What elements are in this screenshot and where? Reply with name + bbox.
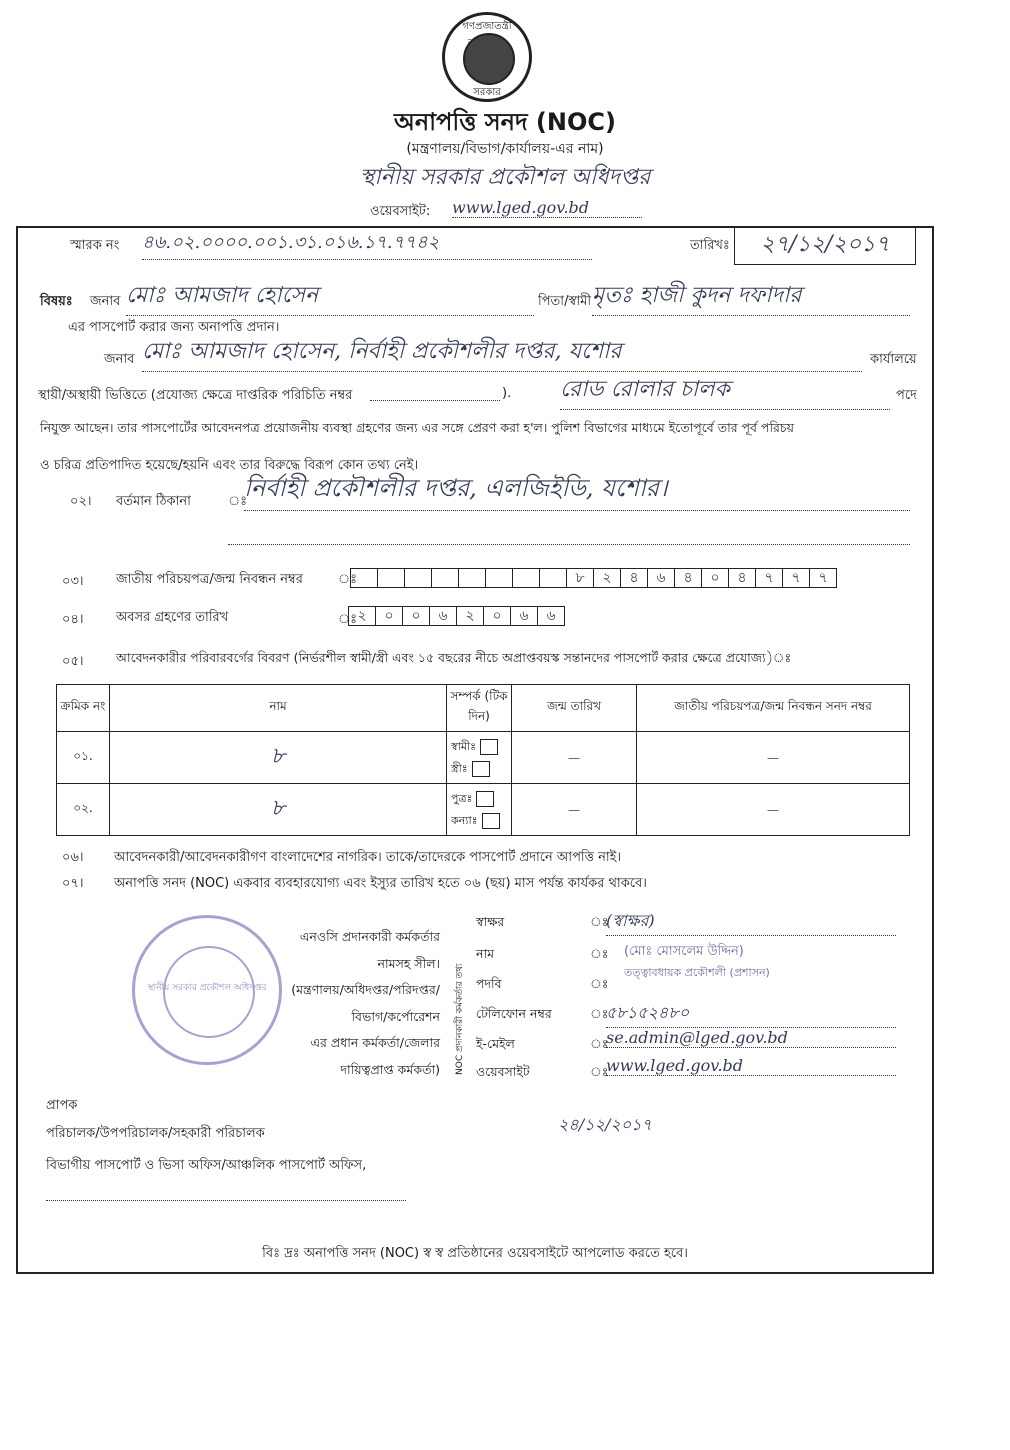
subject-janab: জনাব	[90, 294, 121, 309]
nid-number-boxes	[350, 568, 836, 588]
document-title: অনাপত্তি সনদ (NOC)	[394, 108, 616, 136]
body-janab: জনাব	[104, 352, 135, 367]
relation-daughter-label: কন্যাঃ	[451, 813, 478, 827]
nid-digit-box	[485, 568, 513, 588]
issuer-vertical-label: NOC প্রদানকারী কর্মকর্তার তথ্য	[455, 963, 465, 1075]
item03-label: জাতীয় পরিচয়পত্র/জন্ম নিবন্ধন নম্বর	[116, 572, 303, 587]
body-line2-prefix: স্থায়ী/অস্থায়ী ভিত্তিতে (প্রযোজ্য ক্ষেত্রে দাপ্তরিক পরিচিতি নম্বর	[38, 388, 353, 403]
website-field-colon: ঃ	[590, 1064, 609, 1079]
item04-label: অবসর গ্রহণের তারিখ	[116, 610, 229, 625]
recipient-line1: পরিচালক/উপপরিচালক/সহকারী পরিচালক	[46, 1126, 265, 1141]
phone-colon: ঃ	[590, 1006, 609, 1021]
retirement-digit-box: ০	[402, 606, 430, 626]
recipient-label: প্রাপক	[46, 1098, 78, 1113]
retirement-digit-box: ০	[375, 606, 403, 626]
row-nid: —	[637, 784, 910, 836]
issuer-line: নামসহ সীল।	[377, 955, 440, 971]
memo-number: ৪৬.০২.০০০০.০০১.৩১.০১৬.১৭.৭৭৪২	[142, 228, 592, 260]
government-seal	[442, 12, 532, 102]
nid-digit-box: ৭	[809, 568, 837, 588]
issuer-line: দায়িত্বপ্রাপ্ত কর্মকর্তা)	[340, 1061, 440, 1077]
memo-label: স্মারক নং	[70, 238, 120, 253]
item05-no: ০৫।	[62, 654, 84, 669]
signature-label: স্বাক্ষর	[476, 914, 505, 929]
row-relation	[447, 784, 512, 836]
nid-digit-box: ৮	[566, 568, 594, 588]
nid-digit-box	[431, 568, 459, 588]
officer-designation: তত্ত্বাবধায়ক প্রকৌশলী (প্রশাসন)	[624, 966, 770, 979]
relation-husband-label: স্বামীঃ	[451, 739, 477, 753]
subject-label: বিষয়ঃ	[40, 294, 73, 309]
body-line4: ও চরিত্র প্রতিপাদিত হয়েছে/হয়নি এবং তার বিরুদ্ধে বিরূপ কোন তথ্য নেই।	[40, 458, 419, 473]
nid-digit-box: ৭	[755, 568, 783, 588]
official-id-blank	[370, 396, 500, 401]
phone-label: টেলিফোন নম্বর	[476, 1006, 552, 1021]
nid-digit-box: ০	[701, 568, 729, 588]
nid-digit-box	[539, 568, 567, 588]
email-colon: ঃ	[590, 1036, 609, 1051]
officer-phone: ৫৮১৫২৪৮০	[606, 1000, 896, 1028]
nid-digit-box	[377, 568, 405, 588]
nid-digit-box	[458, 568, 486, 588]
address-blank-line	[228, 540, 910, 545]
office-suffix: কার্যালয়ে	[870, 352, 917, 367]
signature-colon: ঃ	[590, 914, 609, 929]
row-dob: —	[512, 784, 637, 836]
applicant-office: মোঃ আমজাদ হোসেন, নির্বাহী প্রকৌশলীর দপ্তর, যশোর	[142, 334, 862, 372]
col-dob: জন্ম তারিখ	[512, 685, 637, 732]
seal-bottom-text: সরকার	[473, 87, 501, 98]
present-address: নির্বাহী প্রকৌশলীর দপ্তর, এলজিইডি, যশোর।	[244, 470, 910, 511]
post-value: রোড রোলার চালক	[560, 372, 890, 410]
website-field-label: ওয়েবসাইট	[476, 1064, 530, 1079]
emblem-icon	[463, 33, 515, 85]
row-name: ৮	[110, 784, 447, 836]
item03-no: ০৩।	[62, 574, 84, 589]
relation-son-label: পুত্রঃ	[451, 791, 473, 805]
relation-wife-label: স্ত্রীঃ	[451, 761, 468, 775]
father-name: মৃতঃ হাজী কুদন দফাদার	[592, 278, 910, 316]
email-label: ই-মেইল	[476, 1036, 515, 1051]
seal-top-text: গণপ্রজাতন্ত্রী	[462, 21, 512, 32]
nid-digit-box	[350, 568, 378, 588]
item02-no: ০২।	[70, 494, 92, 509]
wife-checkbox[interactable]	[472, 761, 490, 777]
row-nid: —	[637, 732, 910, 784]
recipient-line2: বিভাগীয় পাসপোর্ট ও ভিসা অফিস/আঞ্চলিক পাসপোর্ট অফিস,	[46, 1158, 367, 1173]
website-label: ওয়েবসাইট:	[370, 204, 431, 219]
website-value: www.lged.gov.bd	[452, 198, 642, 218]
item02-label: বর্তমান ঠিকানা	[116, 494, 191, 509]
son-checkbox[interactable]	[476, 791, 494, 807]
issue-date: ২৭/১২/২০১৭	[734, 226, 916, 265]
issuer-line: বিভাগ/কর্পোরেশন	[351, 1008, 440, 1024]
retirement-digit-box: ০	[483, 606, 511, 626]
row-relation	[447, 732, 512, 784]
retirement-digit-box: ৬	[537, 606, 565, 626]
row-serial: ০১.	[57, 732, 110, 784]
issuer-line: (মন্ত্রণালয়/অধিদপ্তর/পরিদপ্তর/	[291, 982, 440, 997]
table-row	[57, 732, 910, 784]
item06-no: ০৬।	[62, 850, 84, 865]
nid-digit-box	[404, 568, 432, 588]
item03-colon: ঃ	[338, 572, 358, 587]
col-name: নাম	[110, 685, 447, 732]
nid-digit-box	[512, 568, 540, 588]
nid-digit-box: ৭	[782, 568, 810, 588]
nid-digit-box: ৪	[620, 568, 648, 588]
col-relation: সম্পর্ক (টিক দিন)	[447, 685, 512, 732]
row-dob: —	[512, 732, 637, 784]
col-serial: ক্রমিক নং	[57, 685, 110, 732]
daughter-checkbox[interactable]	[482, 813, 500, 829]
signature-value: (স্বাক্ষর)	[606, 908, 896, 936]
initial-date: ২৪/১২/২০১৭	[558, 1115, 652, 1134]
recipient-blank-line	[46, 1196, 406, 1201]
retirement-digit-box: ২	[348, 606, 376, 626]
subject-line2: এর পাসপোর্ট করার জন্য অনাপত্তি প্রদান।	[68, 320, 280, 335]
item04-colon: ঃ	[338, 612, 358, 627]
body-line3: নিযুক্ত আছেন। তার পাসপোর্টের আবেদনপত্র প্রয়োজনীয় ব্যবস্থা গ্রহণের জন্য এর সঙ্গে প্রেরণ করা হ'ল। পুলিশ বিভাগের মাধ্যমে ইতোপূর্বে তার পূর্ব পরিচয়	[40, 420, 795, 435]
item07-no: ০৭।	[62, 876, 84, 891]
officer-website: www.lged.gov.bd	[606, 1056, 896, 1076]
designation-colon: ঃ	[590, 976, 609, 991]
retirement-digit-box: ৬	[510, 606, 538, 626]
designation-label: পদবি	[476, 976, 502, 991]
item05-label: আবেদনকারীর পরিবারবর্গের বিবরণ (নির্ভরশীল স্বামী/স্ত্রী এবং ১৫ বছরের নীচে অপ্রাপ্তবয়স্ক সন্তানদের পাসপোর্ট করার ক্ষেত্রে প্রযোজ্য)ঃ	[116, 650, 792, 665]
name-label: নাম	[476, 946, 495, 961]
ministry-label: (মন্ত্রণালয়/বিভাগ/কার্যালয়-এর নাম)	[406, 141, 604, 157]
officer-name: (মোঃ মোসলেম উদ্দিন)	[624, 944, 744, 959]
item06-text: আবেদনকারী/আবেদনকারীগণ বাংলাদেশের নাগরিক। তাকে/তাদেরকে পাসপোর্ট প্রদানে আপত্তি নাই।	[114, 850, 622, 865]
officer-email: se.admin@lged.gov.bd	[606, 1028, 896, 1048]
date-label: তারিখঃ	[690, 238, 730, 253]
nid-digit-box: ৪	[674, 568, 702, 588]
retirement-date-boxes	[348, 606, 564, 626]
nid-digit-box: ৬	[647, 568, 675, 588]
retirement-digit-box: ৬	[429, 606, 457, 626]
body-line2-close: ).	[502, 386, 512, 401]
issuer-line: এনওসি প্রদানকারী কর্মকর্তার	[299, 929, 440, 944]
applicant-name: মোঃ আমজাদ হোসেন	[126, 278, 534, 316]
nid-digit-box: ৪	[728, 568, 756, 588]
issuer-description	[200, 924, 440, 1083]
item04-no: ০৪।	[62, 612, 84, 627]
nid-digit-box: ২	[593, 568, 621, 588]
table-header-row	[57, 685, 910, 732]
name-colon: ঃ	[590, 946, 609, 961]
post-suffix: পদে	[896, 388, 917, 403]
table-row	[57, 784, 910, 836]
ministry-value: স্থানীয় সরকার প্রকৌশল অধিদপ্তর	[359, 165, 651, 190]
item07-text: অনাপত্তি সনদ (NOC) একবার ব্যবহারযোগ্য এবং ইস্যুর তারিখ হতে ০৬ (ছয়) মাস পর্যন্ত কার্যকর থাকবে।	[114, 876, 647, 891]
retirement-digit-box: ২	[456, 606, 484, 626]
footer-note: বিঃ দ্রঃ অনাপত্তি সনদ (NOC) স্ব স্ব প্রতিষ্ঠানের ওয়েবসাইটে আপলোড করতে হবে।	[262, 1246, 688, 1261]
item02-colon: ঃ	[228, 494, 248, 509]
husband-checkbox[interactable]	[480, 739, 498, 755]
father-label: পিতা/স্বামী	[538, 294, 592, 309]
row-name: ৮	[110, 732, 447, 784]
stamp-text: স্থানীয় সরকার প্রকৌশল অধিদপ্তর	[147, 983, 267, 993]
row-serial: ০২.	[57, 784, 110, 836]
issuer-line: এর প্রধান কর্মকর্তা/জেলার	[310, 1035, 440, 1050]
family-table	[56, 684, 910, 836]
col-nid: জাতীয় পরিচয়পত্র/জন্ম নিবন্ধন সনদ নম্বর	[637, 685, 910, 732]
